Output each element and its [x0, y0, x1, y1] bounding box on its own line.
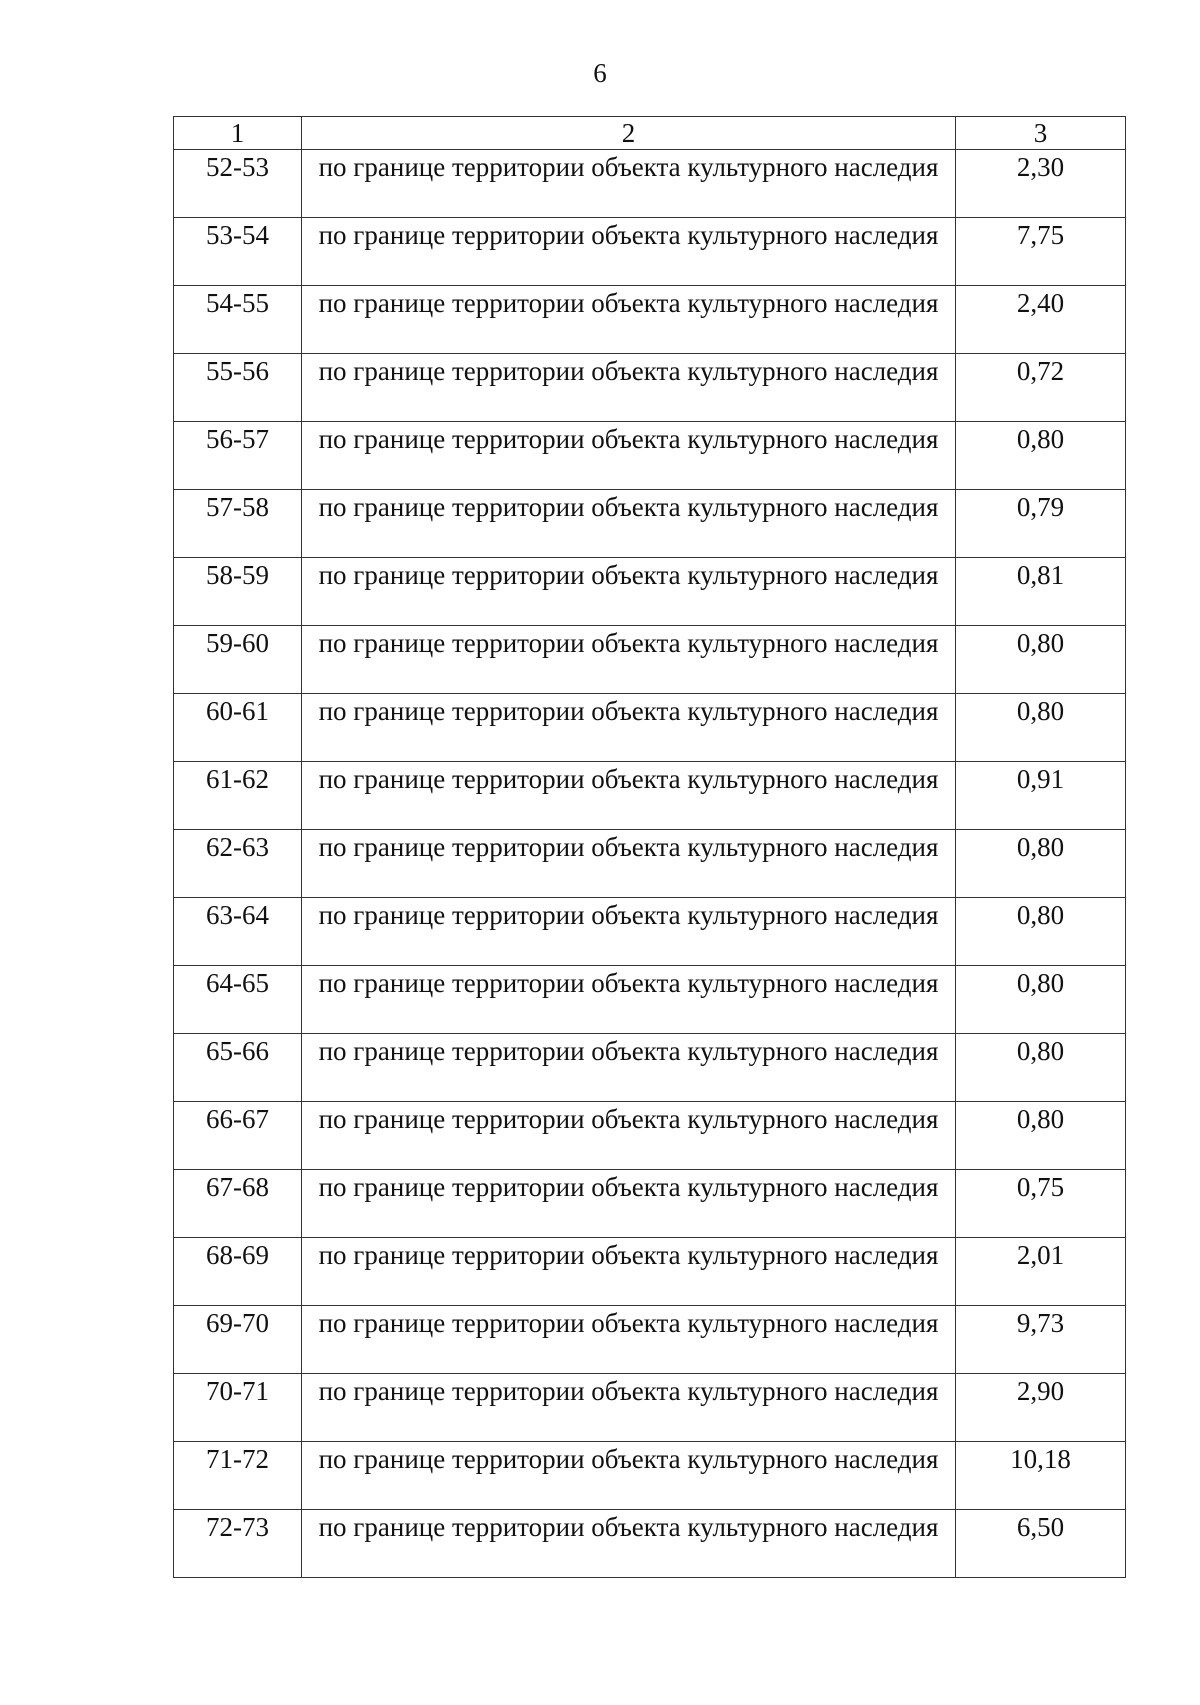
segment-cell: 58-59 — [174, 558, 302, 626]
segment-cell: 65-66 — [174, 1034, 302, 1102]
description-cell: по границе территории объекта культурного наследия — [302, 1374, 956, 1442]
segment-cell: 54-55 — [174, 286, 302, 354]
table-row — [174, 1034, 1126, 1102]
table-row — [174, 1442, 1126, 1510]
table-row — [174, 286, 1126, 354]
value-cell: 0,80 — [956, 422, 1126, 490]
segment-cell: 63-64 — [174, 898, 302, 966]
table-row — [174, 1374, 1126, 1442]
table-row — [174, 762, 1126, 830]
description-cell: по границе территории объекта культурного наследия — [302, 354, 956, 422]
table-row — [174, 1238, 1126, 1306]
description-cell: по границе территории объекта культурного наследия — [302, 1442, 956, 1510]
boundary-table — [173, 116, 1126, 1578]
value-cell: 0,75 — [956, 1170, 1126, 1238]
value-cell: 0,80 — [956, 1034, 1126, 1102]
table-header-row — [174, 117, 1126, 150]
segment-cell: 55-56 — [174, 354, 302, 422]
table-row — [174, 218, 1126, 286]
table-body — [174, 117, 1126, 1578]
segment-cell: 52-53 — [174, 150, 302, 218]
table-row — [174, 1170, 1126, 1238]
value-cell: 0,80 — [956, 898, 1126, 966]
value-cell: 0,80 — [956, 694, 1126, 762]
description-cell: по границе территории объекта культурного наследия — [302, 1170, 956, 1238]
value-cell: 10,18 — [956, 1442, 1126, 1510]
table-row — [174, 558, 1126, 626]
description-cell: по границе территории объекта культурного наследия — [302, 286, 956, 354]
value-cell: 0,81 — [956, 558, 1126, 626]
page-number: 6 — [593, 58, 607, 88]
description-cell: по границе территории объекта культурного наследия — [302, 694, 956, 762]
description-cell: по границе территории объекта культурного наследия — [302, 1510, 956, 1578]
value-cell: 0,80 — [956, 966, 1126, 1034]
segment-cell: 68-69 — [174, 1238, 302, 1306]
value-cell: 0,72 — [956, 354, 1126, 422]
segment-cell: 61-62 — [174, 762, 302, 830]
description-cell: по границе территории объекта культурного наследия — [302, 422, 956, 490]
table-row — [174, 422, 1126, 490]
description-cell: по границе территории объекта культурного наследия — [302, 490, 956, 558]
segment-cell: 72-73 — [174, 1510, 302, 1578]
description-cell: по границе территории объекта культурного наследия — [302, 150, 956, 218]
description-cell: по границе территории объекта культурного наследия — [302, 1306, 956, 1374]
description-cell: по границе территории объекта культурного наследия — [302, 830, 956, 898]
value-cell: 9,73 — [956, 1306, 1126, 1374]
value-cell: 2,01 — [956, 1238, 1126, 1306]
description-cell: по границе территории объекта культурного наследия — [302, 626, 956, 694]
header-col-2: 2 — [302, 117, 956, 150]
value-cell: 0,80 — [956, 830, 1126, 898]
segment-cell: 60-61 — [174, 694, 302, 762]
table-row — [174, 1510, 1126, 1578]
description-cell: по границе территории объекта культурного наследия — [302, 1238, 956, 1306]
segment-cell: 64-65 — [174, 966, 302, 1034]
table-row — [174, 354, 1126, 422]
segment-cell: 66-67 — [174, 1102, 302, 1170]
description-cell: по границе территории объекта культурного наследия — [302, 966, 956, 1034]
description-cell: по границе территории объекта культурного наследия — [302, 558, 956, 626]
segment-cell: 56-57 — [174, 422, 302, 490]
value-cell: 6,50 — [956, 1510, 1126, 1578]
table-row — [174, 694, 1126, 762]
table-row — [174, 830, 1126, 898]
value-cell: 0,80 — [956, 626, 1126, 694]
segment-cell: 57-58 — [174, 490, 302, 558]
description-cell: по границе территории объекта культурного наследия — [302, 1102, 956, 1170]
segment-cell: 62-63 — [174, 830, 302, 898]
table-row — [174, 898, 1126, 966]
segment-cell: 67-68 — [174, 1170, 302, 1238]
header-col-1: 1 — [174, 117, 302, 150]
description-cell: по границе территории объекта культурного наследия — [302, 762, 956, 830]
value-cell: 2,40 — [956, 286, 1126, 354]
table-row — [174, 150, 1126, 218]
segment-cell: 70-71 — [174, 1374, 302, 1442]
value-cell: 0,79 — [956, 490, 1126, 558]
value-cell: 2,30 — [956, 150, 1126, 218]
description-cell: по границе территории объекта культурного наследия — [302, 898, 956, 966]
description-cell: по границе территории объекта культурного наследия — [302, 1034, 956, 1102]
value-cell: 2,90 — [956, 1374, 1126, 1442]
value-cell: 0,91 — [956, 762, 1126, 830]
segment-cell: 69-70 — [174, 1306, 302, 1374]
value-cell: 0,80 — [956, 1102, 1126, 1170]
description-cell: по границе территории объекта культурного наследия — [302, 218, 956, 286]
segment-cell: 53-54 — [174, 218, 302, 286]
table-row — [174, 626, 1126, 694]
table-row — [174, 966, 1126, 1034]
segment-cell: 71-72 — [174, 1442, 302, 1510]
segment-cell: 59-60 — [174, 626, 302, 694]
table-row — [174, 1306, 1126, 1374]
value-cell: 7,75 — [956, 218, 1126, 286]
header-col-3: 3 — [956, 117, 1126, 150]
table-row — [174, 490, 1126, 558]
table-row — [174, 1102, 1126, 1170]
